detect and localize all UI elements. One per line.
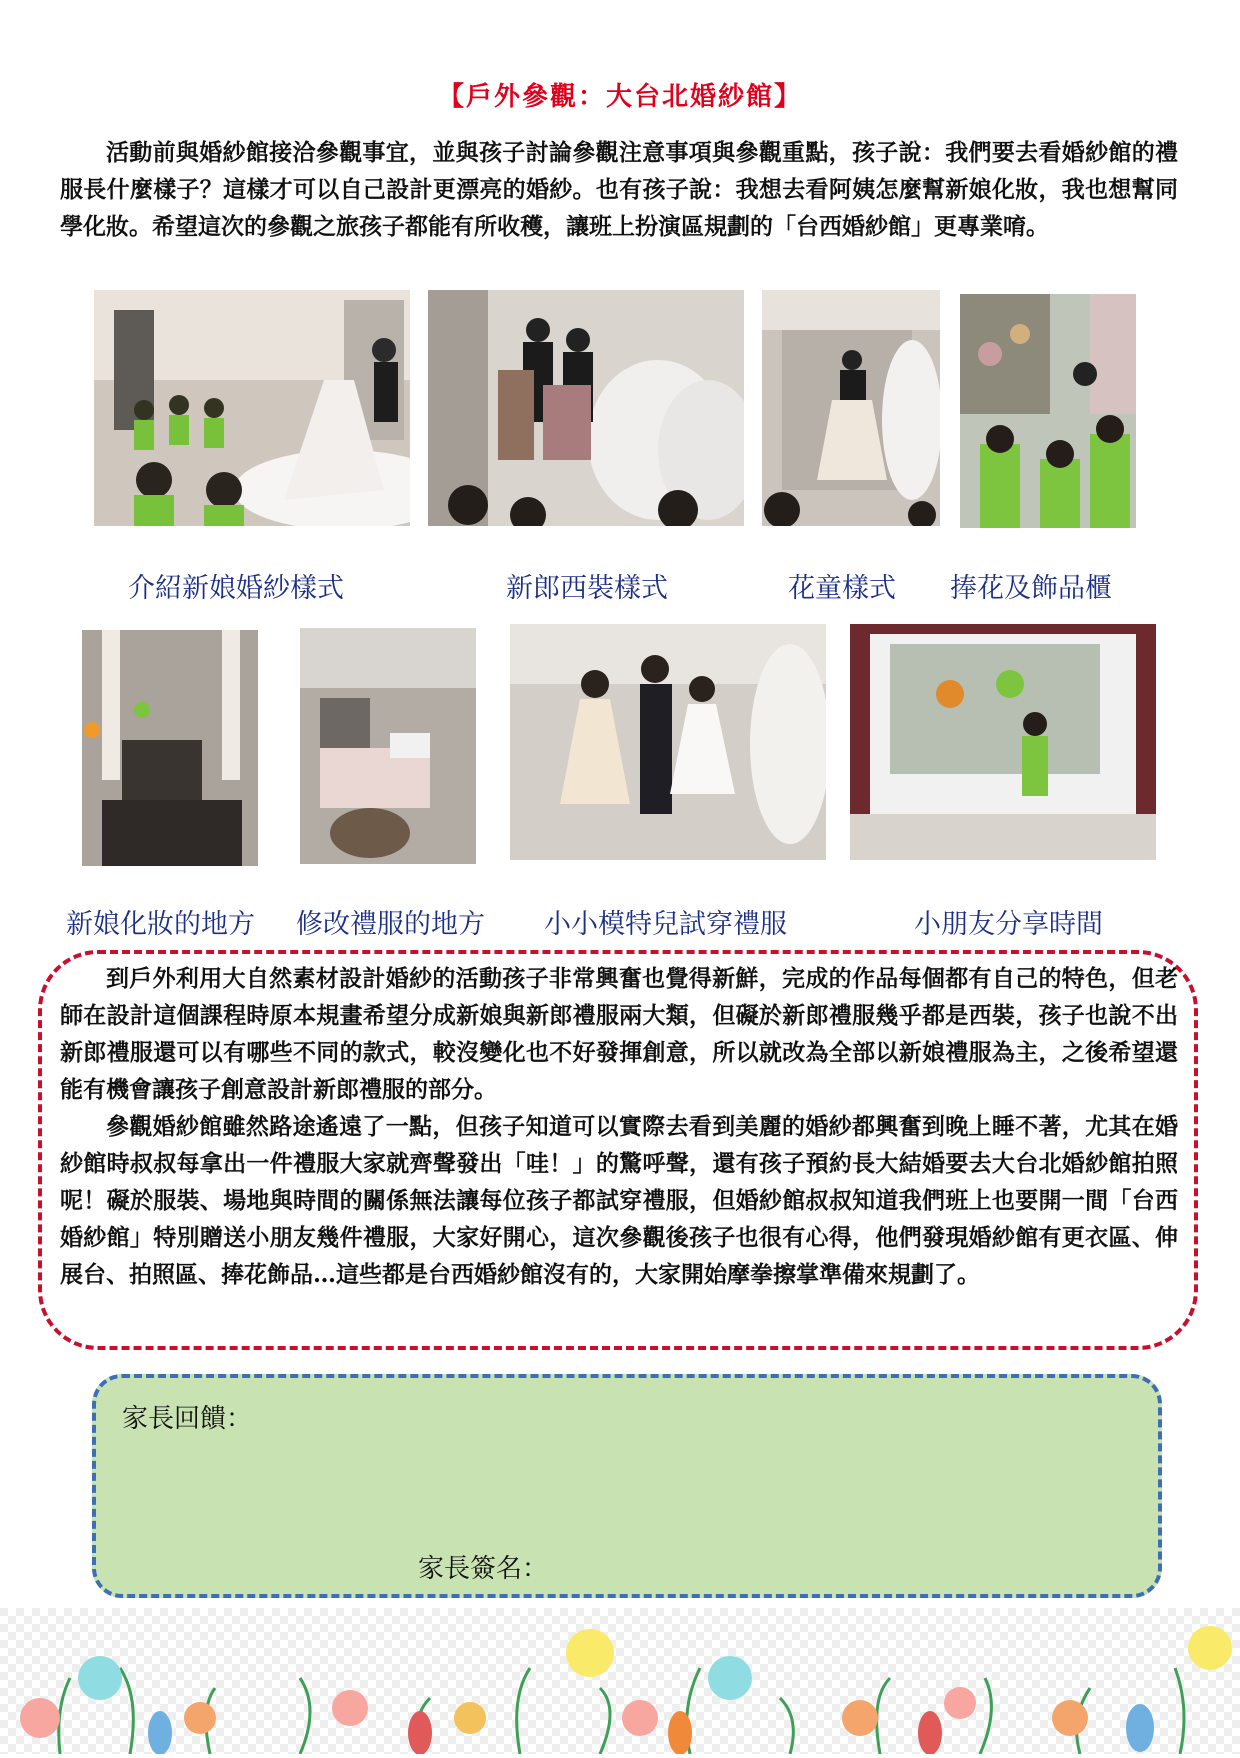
caption-kids-sharing-time: 小朋友分享時間	[914, 909, 1103, 940]
caption-groom-suit: 新郎西裝樣式	[506, 573, 668, 604]
reflection-paragraph-1: 到戶外利用大自然素材設計婚紗的活動孩子非常興奮也覺得新鮮，完成的作品每個都有自己的特色，但老師在設計這個課程時原本規畫希望分成新娘與新郎禮服兩大類，但礙於新郎禮服幾乎都是西裝，孩子也說不出新郎禮服還可以有哪些不同的款式，較沒變化也不好發揮創意，所以就改為全部以新娘禮服為主，之後希望還能有機會讓孩子創意設計新郎禮服的部分。	[60, 965, 1178, 1103]
caption-bride-gown-intro: 介紹新娘婚紗樣式	[128, 573, 344, 604]
photo-bride-gown-intro	[94, 290, 410, 526]
photo-groom-suit	[428, 290, 744, 526]
caption-makeup-area: 新娘化妝的地方	[66, 909, 255, 940]
photo-kids-trying-dresses	[510, 624, 826, 860]
photo-flower-girl-dress	[762, 290, 940, 526]
parent-feedback-box[interactable]	[92, 1374, 1162, 1598]
caption-kids-trying-dresses: 小小模特兒試穿禮服	[544, 909, 787, 940]
photo-bouquet-cabinet	[960, 294, 1136, 528]
photo-kids-sharing-time	[850, 624, 1156, 860]
photo-makeup-area	[82, 630, 258, 866]
parent-feedback-label: 家長回饋：	[122, 1404, 253, 1434]
reflection-paragraph-2: 參觀婚紗館雖然路途遙遠了一點，但孩子知道可以實際去看到美麗的婚紗都興奮到晚上睡不著，尤其在婚紗館時叔叔每拿出一件禮服大家就齊聲發出「哇！」的驚呼聲，還有孩子預約長大結婚要去大台北婚紗館拍照呢！礙於服裝、場地與時間的關係無法讓每位孩子都試穿禮服，但婚紗館叔叔知道我們班上也要開一間「台西婚紗館」特別贈送小朋友幾件禮服，大家好開心，這次參觀後孩子也很有心得，他們發現婚紗館有更衣區、伸展台、拍照區、捧花飾品…這些都是台西婚紗館沒有的，大家開始摩拳擦掌準備來規劃了。	[60, 1113, 1178, 1288]
floral-footer-decoration	[0, 1608, 1240, 1754]
page-title: 【戶外參觀：大台北婚紗館】	[437, 82, 802, 112]
caption-alteration-area: 修改禮服的地方	[296, 909, 485, 940]
caption-flower-girl-dress: 花童樣式	[788, 573, 896, 604]
intro-paragraph: 活動前與婚紗館接洽參觀事宜，並與孩子討論參觀注意事項與參觀重點，孩子說：我們要去看婚紗館的禮服長什麼樣子？這樣才可以自己設計更漂亮的婚紗。也有孩子說：我想去看阿姨怎麼幫新娘化妝，我也想幫同學化妝。希望這次的參觀之旅孩子都能有所收穫，讓班上扮演區規劃的「台西婚紗館」更專業唷。	[60, 139, 1178, 240]
parent-signature-label: 家長簽名：	[418, 1554, 549, 1584]
photo-alteration-area	[300, 628, 476, 864]
caption-bouquet-cabinet: 捧花及飾品櫃	[950, 573, 1112, 604]
